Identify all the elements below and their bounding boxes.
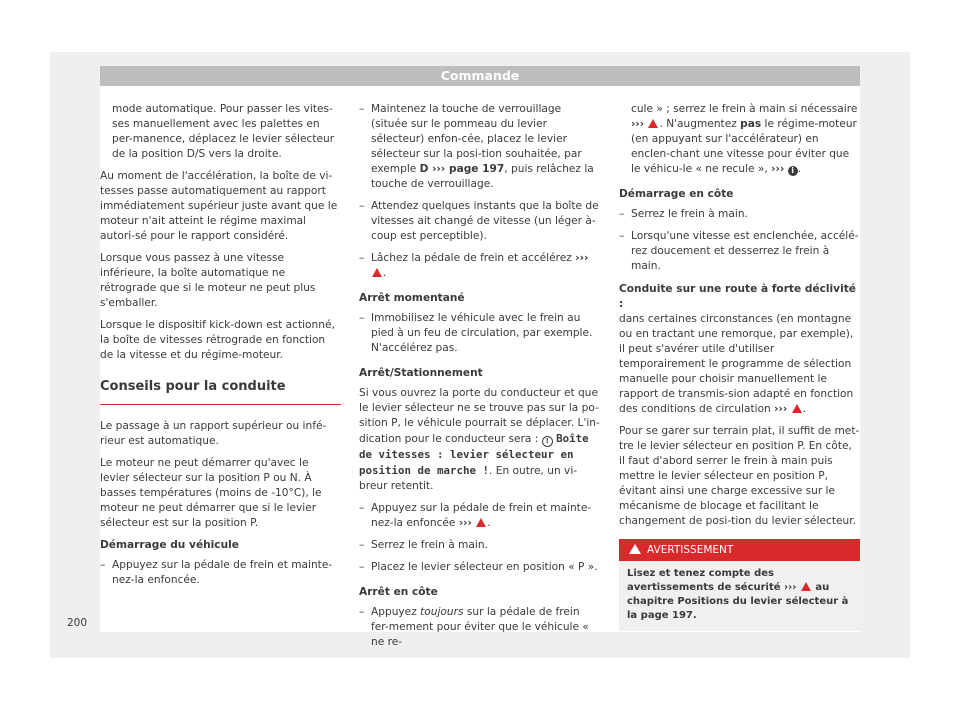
column-3 xyxy=(619,102,860,631)
section-title: Conseils pour la conduite xyxy=(100,379,341,405)
column-1 xyxy=(100,102,341,595)
reference-arrow[interactable]: ››› xyxy=(631,118,645,130)
info-icon: i xyxy=(788,166,798,176)
paragraph: Pour se garer sur terrain plat, il suffit de met-tre le levier sélecteur en position P. En côte, il faut d'abord serrer le frein à main puis mettre le levier sélecteur en position P, évitant ainsi une charge excessive sur le mécanisme de blocage et facilitant le changement de posi-tion du levier sélecteur. xyxy=(619,425,860,527)
list-item: – Serrez le frein à main. xyxy=(619,207,860,222)
warning-icon xyxy=(372,268,382,277)
list-item: – Appuyez toujours sur la pédale de frein fer-mement pour éviter que le véhicule « ne re- xyxy=(359,605,600,650)
paragraph: dans certaines circonstances (en montagne ou en tractant une remorque, par exemple), il peut s'avérer utile d'utiliser temporairement le programme de sélection manuelle pour choisir manuellement le rapport de transmis-sion adapté en fonction des conditions de circulation ››› . xyxy=(619,313,854,415)
list-item: – Appuyez sur la pédale de frein et mainte-nez-la enfoncée. xyxy=(100,558,341,588)
list-item: – Placez le levier sélecteur en position « P ». xyxy=(359,560,600,575)
paragraph: Si vous ouvrez la porte du conducteur et que le levier sélecteur ne se trouve pas sur la po-sition P, le véhicule pourrait se déplacer. L'in-dication pour le conducteur sera : ! Boîte de vitesses : levier sélecteur en position de marche !. En outre, un vi-breur retentit. xyxy=(359,387,600,492)
display-message: Boîte de vitesses : levier sélecteur en position de marche ! xyxy=(359,432,589,477)
list-item: – Lâchez la pédale de frein et accélérez ››› . xyxy=(359,251,600,281)
warning-header: AVERTISSEMENT xyxy=(619,539,860,561)
list-item: – Lorsqu'une vitesse est enclenchée, accélé-rez doucement et desserrez le frein à main. xyxy=(619,229,860,274)
subheading: Arrêt en côte xyxy=(359,586,438,598)
warning-body: Lisez et tenez compte des avertissements de sécurité ››› au chapitre Positions du levier sélecteur à la page 197. xyxy=(627,568,849,621)
paragraph: Lorsque le dispositif kick-down est actionné, la boîte de vitesses rétrograde en fonction de la vitesse et du régime-moteur. xyxy=(100,319,335,361)
info-circle-icon: ! xyxy=(542,436,553,447)
warning-icon xyxy=(648,119,658,128)
paragraph: cule » ; serrez le frein à main si nécessaire ››› . N'augmentez pas le régime-moteur (en appuyant sur l'accélérateur) en enclen-chant une vitesse pour éviter que le véhicu-le « ne recule », ››› i . xyxy=(631,103,858,175)
list-item: – Serrez le frein à main. xyxy=(359,538,600,553)
page-header: Commande xyxy=(100,66,860,86)
subheading: Démarrage en côte xyxy=(619,188,734,200)
list-item: – Immobilisez le véhicule avec le frein au pied à un feu de circulation, par exemple. N'accélérez pas. xyxy=(359,311,600,356)
subheading: Arrêt momentané xyxy=(359,292,465,304)
warning-icon xyxy=(476,518,486,527)
paragraph: Lorsque vous passez à une vitesse inférieure, la boîte automatique ne rétrograde que si le moteur ne peut plus s'emballer. xyxy=(100,252,316,309)
warning-icon xyxy=(792,404,802,413)
warning-icon xyxy=(629,544,641,554)
subheading: Conduite sur une route à forte déclivité : xyxy=(619,283,856,310)
column-2 xyxy=(359,102,600,657)
reference-arrow[interactable]: ››› xyxy=(771,163,785,175)
reference-arrow[interactable]: ››› xyxy=(575,252,589,264)
reference-arrow[interactable]: ››› xyxy=(784,582,797,593)
warning-icon xyxy=(801,582,811,591)
subheading: Démarrage du véhicule xyxy=(100,539,239,551)
reference-arrow[interactable]: ››› xyxy=(774,403,788,415)
list-item: – Attendez quelques instants que la boîte de vitesses ait changé de vitesse (un léger à-coup est perceptible). xyxy=(359,199,600,244)
page-content xyxy=(100,86,860,648)
list-item: – Maintenez la touche de verrouillage (située sur le pommeau du levier sélecteur) enfon-cée, placez le levier sélecteur sur la posi-tion souhaitée, par exemple D ››› page 197, puis relâchez la touche de verrouillage. xyxy=(359,102,600,192)
page-reference[interactable]: D ››› page 197 xyxy=(419,163,505,175)
paragraph: Au moment de l'accélération, la boîte de vi-tesses passe automatiquement au rapport immédiatement supérieur juste avant que le moteur n'ait atteint le régime maximal autori-sé pour le rapport considéré. xyxy=(100,170,338,242)
subheading: Arrêt/Stationnement xyxy=(359,367,483,379)
list-item: – Appuyez sur la pédale de frein et mainte-nez-la enfoncée ››› . xyxy=(359,501,600,531)
reference-arrow[interactable]: ››› xyxy=(458,517,472,529)
paragraph: mode automatique. Pour passer les vites-ses manuellement avec les palettes en per-manence, déplacez le levier sélecteur de la position D/S vers la droite. xyxy=(112,103,335,160)
paragraph: Le moteur ne peut démarrer qu'avec le levier sélecteur sur la position P ou N. À basses températures (moins de -10°C), le moteur ne peut démarrer que si le levier sélecteur est sur la position P. xyxy=(100,457,322,529)
paragraph: Le passage à un rapport supérieur ou infé-rieur est automatique. xyxy=(100,420,327,447)
warning-box xyxy=(619,539,860,631)
page-number: 200 xyxy=(67,617,88,629)
